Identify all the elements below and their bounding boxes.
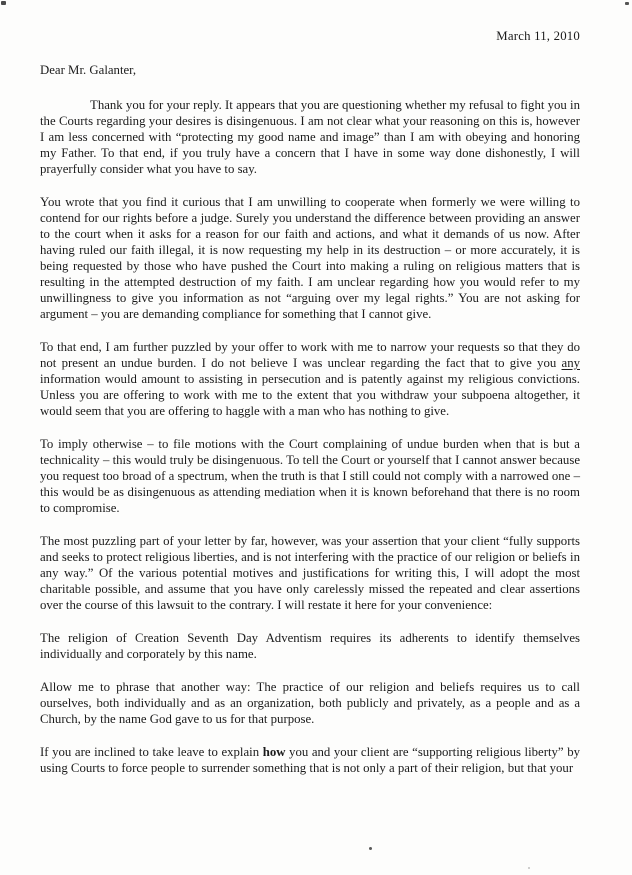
- letter-content: [40, 28, 580, 776]
- paragraph: If you are inclined to take leave to explain how you and your client are “supporting religious liberty” by using Courts to force people to surrender something that is not only a part of their religion, but that your: [40, 745, 580, 775]
- paragraph: You wrote that you find it curious that I am unwilling to cooperate when formerly we were willing to contend for our rights before a judge. Surely you understand the difference between providing an answer to the court when it asks for a reason for our faith and actions, and what it demands of us now. After having ruled our faith illegal, it is now requesting my help in its destruction – or more accurately, it is being requested by those who have pushed the Court into making a ruling on religious matters that is resulting in the attempted destruction of my faith. I am unclear regarding how you would refer to my unwillingness to give you information as not “arguing over my legal rights.” You are not asking for argument – you are demanding compliance for something that I cannot give.: [40, 195, 580, 321]
- paragraph: The most puzzling part of your letter by far, however, was your assertion that your client “fully supports and seeks to protect religious liberties, and is not interfering with the practice of our religion or beliefs in any way.” Of the various potential motives and justifications for writing this, I will adopt the most charitable possible, and assume that you have only carelessly missed the repeated and clear assertions over the course of this lawsuit to the contrary. I will restate it here for your convenience:: [40, 534, 580, 612]
- letter-body: [40, 97, 580, 776]
- paragraph: Allow me to phrase that another way: The practice of our religion and beliefs requires us to call ourselves, both individually and as an organization, both publicly and privately, as a people and as a Church, by the name God gave to us for that purpose.: [40, 680, 580, 726]
- scan-artifact-bottom-dot: [369, 847, 372, 850]
- scan-artifact-bottom-faint: [528, 867, 530, 869]
- letter-date: March 11, 2010: [496, 29, 580, 43]
- paragraph: The religion of Creation Seventh Day Adventism requires its adherents to identify themselves individually and corporately by this name.: [40, 631, 580, 661]
- scan-artifact-top-left: [1, 1, 6, 5]
- paragraph: Thank you for your reply. It appears that you are questioning whether my refusal to fight you in the Courts regarding your desires is disingenuous. I am not clear what your reasoning on this is, however I am less concerned with “protecting my good name and image” than I am with obeying and honoring my Father. To that end, if you truly have a concern that I have in some way done dishonestly, I will prayerfully consider what you have to say.: [40, 98, 580, 176]
- paragraph: To imply otherwise – to file motions with the Court complaining of undue burden when that is but a technicality – this would truly be disingenuous. To tell the Court or yourself that I cannot answer because you request too broad of a spectrum, when the truth is that I still could not comply with a narrowed one – this would be as disingenuous as attending mediation when it is known beforehand that there is no room to compromise.: [40, 437, 580, 515]
- scan-artifact-top-right: [625, 2, 629, 5]
- paragraph: To that end, I am further puzzled by your offer to work with me to narrow your requests so that they do not present an undue burden. I do not believe I was unclear regarding the fact that to give you any information would amount to assisting in persecution and is patently against my religious convictions. Unless you are offering to work with me to the extent that you withdraw your subpoena altogether, it would seem that you are offering to haggle with a man who has nothing to give.: [40, 340, 580, 418]
- letter-salutation: Dear Mr. Galanter,: [40, 63, 137, 77]
